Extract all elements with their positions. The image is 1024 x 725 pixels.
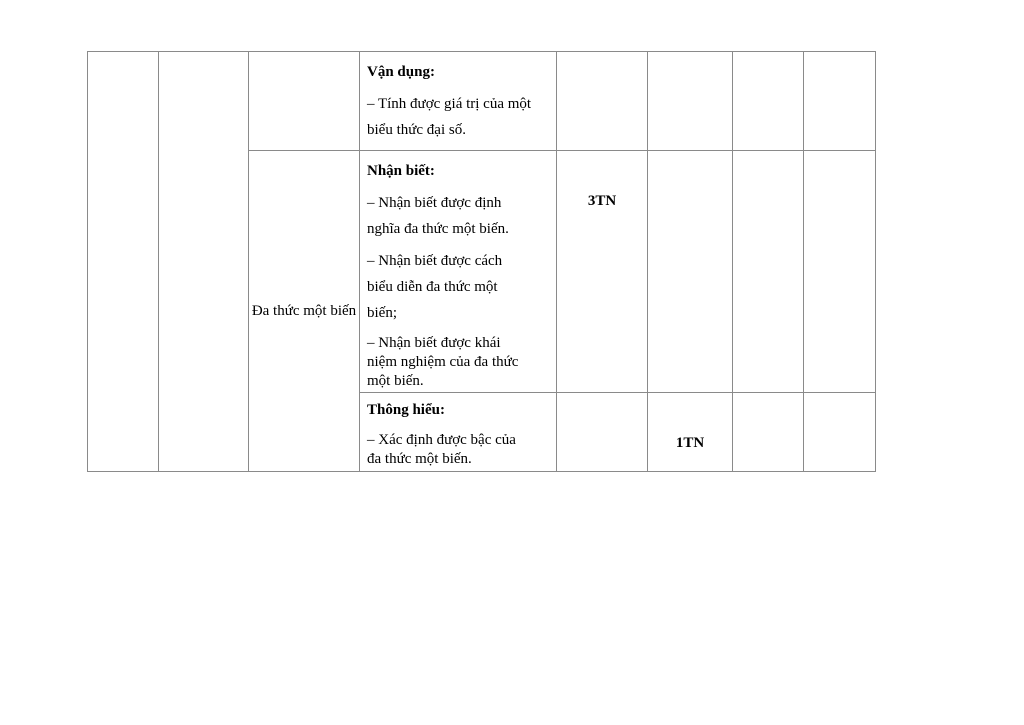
cell-mark xyxy=(648,52,733,151)
topic-label: Đa thức một biến xyxy=(251,303,357,319)
desc-line: – Tính được giá trị của một xyxy=(367,96,532,112)
level-heading: Thông hiểu: xyxy=(367,402,445,418)
desc-line: biểu thức đại số. xyxy=(367,122,466,138)
cell-mark xyxy=(804,151,876,393)
desc-line: đa thức một biến. xyxy=(367,451,472,467)
desc-line: nghĩa đa thức một biến. xyxy=(367,221,509,237)
cell-mark xyxy=(733,151,804,393)
desc-line: một biến. xyxy=(367,373,424,389)
cell-nhan-biet-desc xyxy=(360,151,557,393)
cell-mark xyxy=(733,52,804,151)
cell-thong-hieu-desc xyxy=(360,393,557,472)
desc-line: biến; xyxy=(367,305,397,321)
cell-mark xyxy=(557,393,648,472)
cell-topic xyxy=(249,151,360,472)
desc-line: – Nhận biết được cách xyxy=(367,253,503,269)
cell-mark xyxy=(804,393,876,472)
cell-van-dung-desc xyxy=(360,52,557,151)
cell-mark xyxy=(804,52,876,151)
desc-line: – Nhận biết được định xyxy=(367,195,502,211)
cell-mark-nhan-biet xyxy=(557,151,648,393)
desc-line: biểu diễn đa thức một xyxy=(367,279,498,295)
mark-value: 1TN xyxy=(675,435,705,451)
level-heading: Vận dụng: xyxy=(367,64,435,80)
desc-line: – Xác định được bậc của xyxy=(367,432,516,448)
row-van-dung xyxy=(88,52,876,151)
cell-topic-empty xyxy=(249,52,360,151)
desc-line: – Nhận biết được khái xyxy=(367,335,501,351)
matrix-table xyxy=(87,51,876,472)
desc-line: niệm nghiệm của đa thức xyxy=(367,354,519,370)
mark-value: 3TN xyxy=(587,193,617,209)
cell-mark xyxy=(733,393,804,472)
cell-mark xyxy=(648,151,733,393)
cell-col2 xyxy=(159,52,249,472)
cell-mark-thong-hieu xyxy=(648,393,733,472)
level-heading: Nhận biết: xyxy=(367,163,435,179)
cell-col1 xyxy=(88,52,159,472)
cell-mark xyxy=(557,52,648,151)
